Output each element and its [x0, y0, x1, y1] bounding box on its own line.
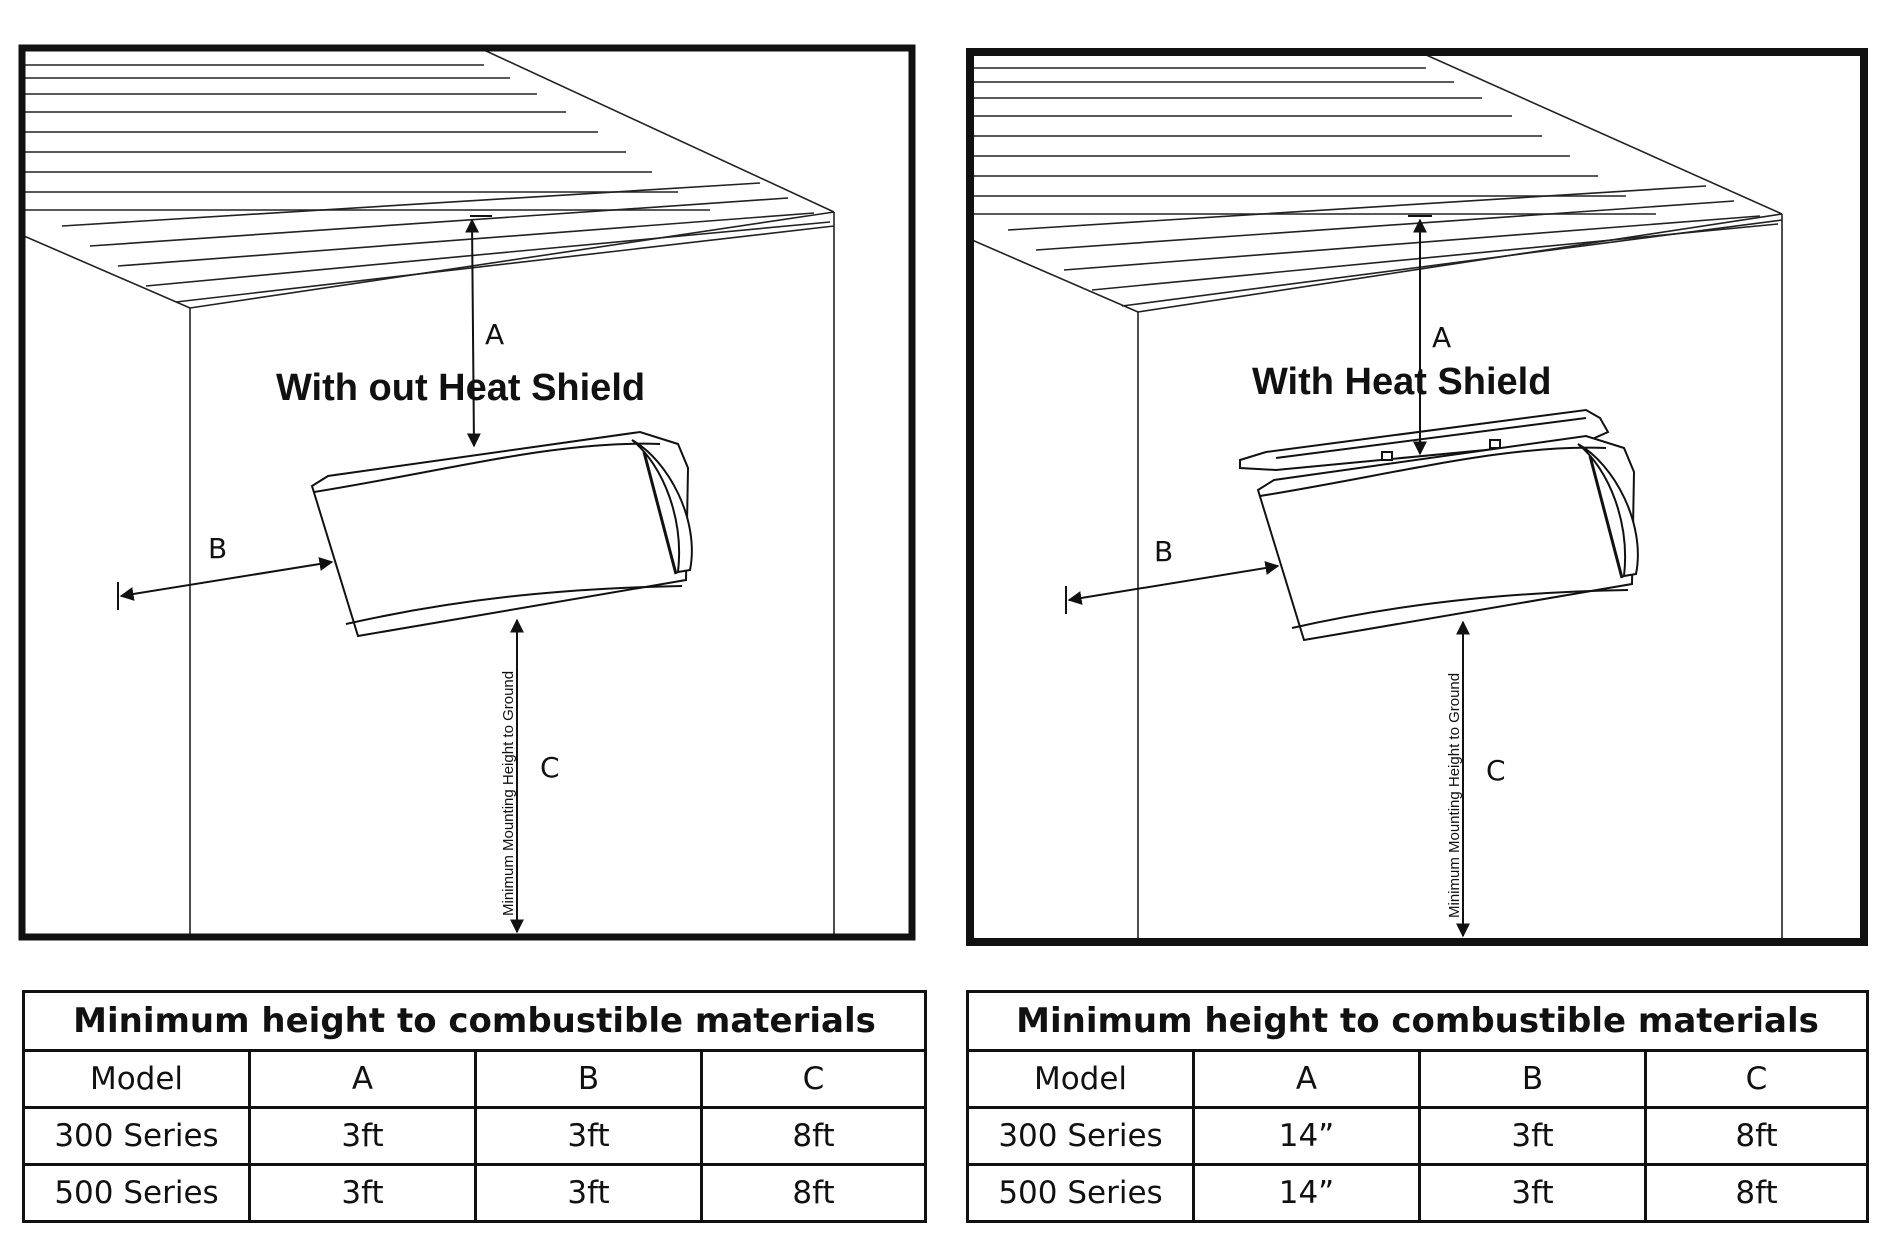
- right-clearance-table: [966, 990, 1869, 1223]
- dim-b-label: B: [1154, 535, 1174, 568]
- table-cell: 300 Series: [968, 1108, 1194, 1165]
- ceiling-slats: [972, 54, 1782, 312]
- right-diagram-heading: With Heat Shield: [1252, 361, 1552, 403]
- table-cell: 500 Series: [968, 1165, 1194, 1222]
- column-header: Model: [24, 1051, 250, 1108]
- left-diagram-panel: [0, 0, 940, 960]
- left-clearance-table: [22, 990, 927, 1223]
- table-row: [24, 1108, 926, 1165]
- table-cell: 3ft: [1420, 1165, 1646, 1222]
- column-header: C: [702, 1051, 926, 1108]
- table-title-row: [24, 992, 926, 1051]
- left-diagram: [0, 0, 940, 960]
- table-row: [24, 1165, 926, 1222]
- table-cell: 3ft: [250, 1108, 476, 1165]
- mounting-height-label: Minimum Mounting Height to Ground: [1446, 672, 1463, 918]
- mounting-height-label: Minimum Mounting Height to Ground: [500, 670, 517, 916]
- table-cell: 3ft: [476, 1108, 702, 1165]
- dim-c-label: C: [540, 751, 560, 784]
- table-cell: 8ft: [702, 1165, 926, 1222]
- ceiling-slats: [24, 50, 834, 308]
- dim-c-label: C: [1486, 754, 1506, 787]
- right-diagram-panel: [940, 0, 1884, 960]
- table-header-row: [24, 1051, 926, 1108]
- table-row: [968, 1108, 1868, 1165]
- table-cell: 300 Series: [24, 1108, 250, 1165]
- dim-b-label: B: [208, 532, 228, 565]
- table-title: Minimum height to combustible materials: [968, 992, 1868, 1051]
- table-cell: 8ft: [1646, 1108, 1868, 1165]
- column-header: B: [1420, 1051, 1646, 1108]
- table-cell: 8ft: [702, 1108, 926, 1165]
- right-diagram: [940, 0, 1884, 960]
- dim-b-arrow: [1069, 566, 1278, 600]
- dim-a-label: A: [485, 318, 505, 351]
- column-header: Model: [968, 1051, 1194, 1108]
- table-cell: 3ft: [1420, 1108, 1646, 1165]
- column-header: B: [476, 1051, 702, 1108]
- dim-a-arrow: [472, 220, 474, 446]
- table-header-row: [968, 1051, 1868, 1108]
- table-cell: 14”: [1194, 1108, 1420, 1165]
- heater-unit: [312, 432, 692, 636]
- table-cell: 3ft: [250, 1165, 476, 1222]
- table-title: Minimum height to combustible materials: [24, 992, 926, 1051]
- dim-a-label: A: [1432, 321, 1452, 354]
- column-header: C: [1646, 1051, 1868, 1108]
- column-header: A: [250, 1051, 476, 1108]
- table-cell: 14”: [1194, 1165, 1420, 1222]
- table-row: [968, 1165, 1868, 1222]
- dim-b-arrow: [121, 562, 332, 596]
- left-diagram-heading: With out Heat Shield: [276, 367, 646, 409]
- table-cell: 500 Series: [24, 1165, 250, 1222]
- table-cell: 8ft: [1646, 1165, 1868, 1222]
- table-cell: 3ft: [476, 1165, 702, 1222]
- column-header: A: [1194, 1051, 1420, 1108]
- table-title-row: [968, 992, 1868, 1051]
